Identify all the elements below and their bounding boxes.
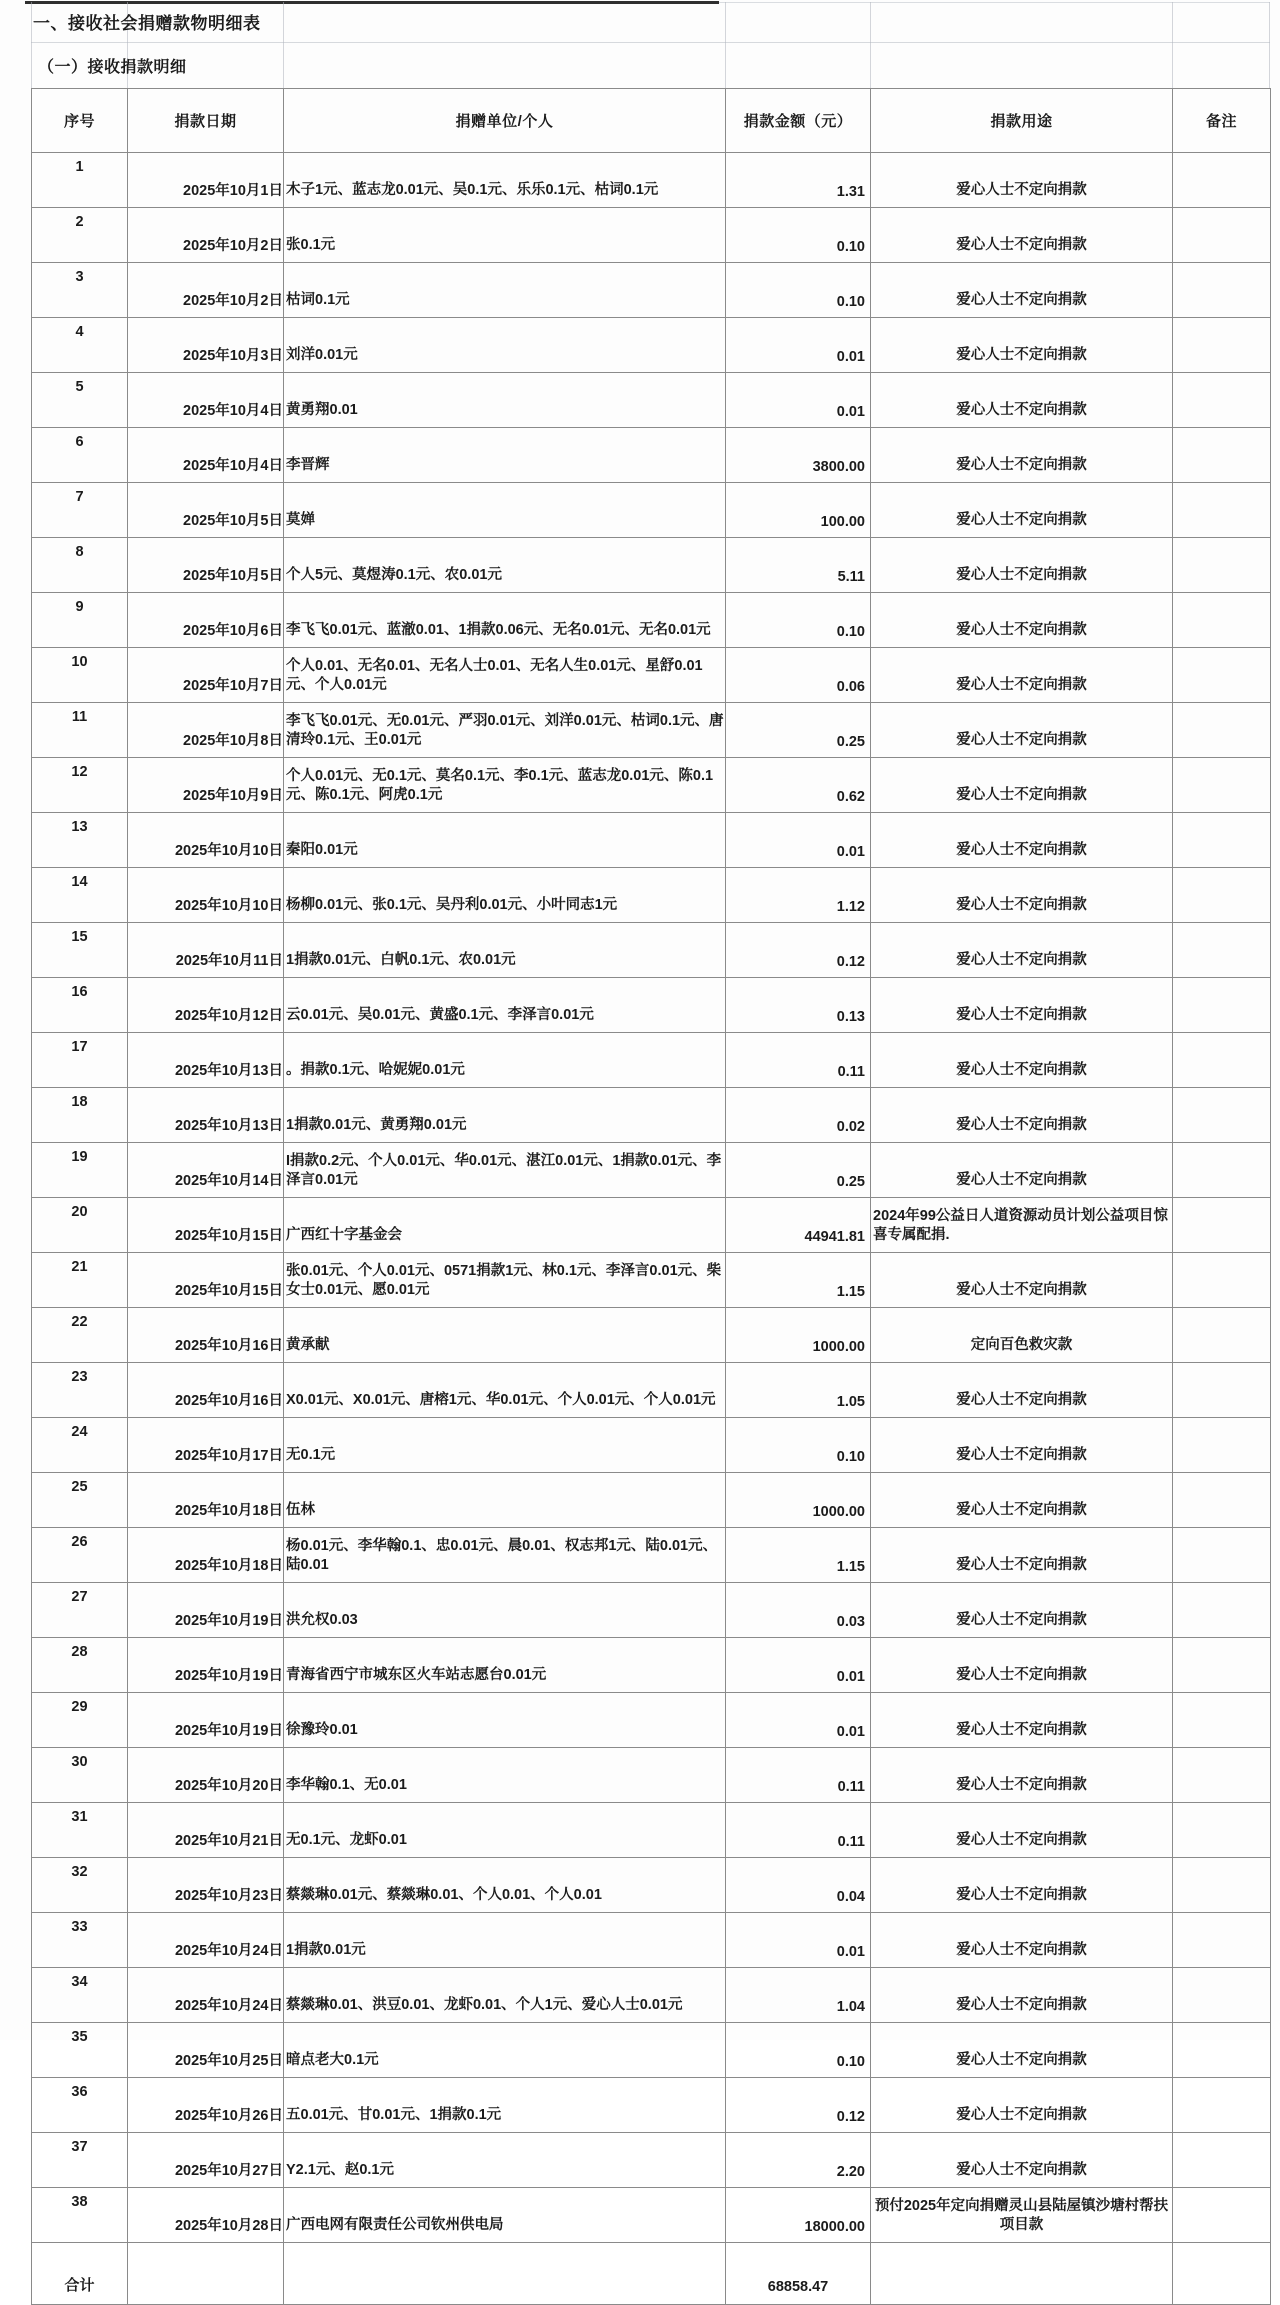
table-row [32,1033,1271,1088]
date-cell: 2025年10月19日 [128,1638,284,1693]
donor-cell: 个人0.01元、无0.1元、莫名0.1元、李0.1元、蓝志龙0.01元、陈0.1元、陈0.1元、阿虎0.1元 [284,758,726,813]
note-cell [1173,2133,1271,2188]
amount-cell: 1.04 [726,1968,871,2023]
seq-cell: 19 [32,1143,128,1198]
purpose-cell: 爱心人士不定向捐款 [871,1583,1173,1638]
purpose-cell: 爱心人士不定向捐款 [871,1363,1173,1418]
title-gridline [31,2,32,88]
purpose-cell: 爱心人士不定向捐款 [871,483,1173,538]
purpose-cell: 爱心人士不定向捐款 [871,2023,1173,2078]
seq-cell: 33 [32,1913,128,1968]
table-row [32,2078,1271,2133]
note-cell [1173,1033,1271,1088]
note-cell [1173,153,1271,208]
date-cell: 2025年10月15日 [128,1198,284,1253]
date-cell: 2025年10月10日 [128,813,284,868]
note-cell [1173,1583,1271,1638]
amount-cell: 0.02 [726,1088,871,1143]
donor-cell: 伍林 [284,1473,726,1528]
purpose-cell: 爱心人士不定向捐款 [871,373,1173,428]
table-row [32,428,1271,483]
note-cell [1173,758,1271,813]
date-cell: 2025年10月28日 [128,2188,284,2243]
date-cell: 2025年10月15日 [128,1253,284,1308]
amount-cell: 0.13 [726,978,871,1033]
table-row [32,1583,1271,1638]
table-row [32,1418,1271,1473]
purpose-cell: 爱心人士不定向捐款 [871,978,1173,1033]
date-cell: 2025年10月16日 [128,1363,284,1418]
table-row [32,1473,1271,1528]
table-row [32,1253,1271,1308]
donor-cell: 秦阳0.01元 [284,813,726,868]
seq-cell: 20 [32,1198,128,1253]
purpose-cell: 爱心人士不定向捐款 [871,1803,1173,1858]
donor-cell: 枯词0.1元 [284,263,726,318]
purpose-cell: 爱心人士不定向捐款 [871,263,1173,318]
seq-cell: 23 [32,1363,128,1418]
table-row [32,208,1271,263]
purpose-cell: 爱心人士不定向捐款 [871,1473,1173,1528]
note-cell [1173,428,1271,483]
seq-cell: 37 [32,2133,128,2188]
donor-cell: 徐豫玲0.01 [284,1693,726,1748]
purpose-cell: 2024年99公益日人道资源动员计划公益项目惊喜专属配捐. [871,1198,1173,1253]
title-gridline [870,2,871,88]
note-cell [1173,2023,1271,2078]
note-cell [1173,978,1271,1033]
note-cell [1173,1968,1271,2023]
seq-cell: 35 [32,2023,128,2078]
note-cell [1173,1803,1271,1858]
purpose-cell: 爱心人士不定向捐款 [871,1033,1173,1088]
note-cell [1173,1528,1271,1583]
donor-cell: 广西电网有限责任公司钦州供电局 [284,2188,726,2243]
date-cell: 2025年10月5日 [128,538,284,593]
amount-cell: 0.10 [726,1418,871,1473]
amount-cell: 0.10 [726,593,871,648]
title-gridline [1172,2,1173,88]
table-row [32,1968,1271,2023]
table-row [32,153,1271,208]
table-row [32,978,1271,1033]
table-row [32,2023,1271,2078]
purpose-cell: 爱心人士不定向捐款 [871,758,1173,813]
date-cell: 2025年10月13日 [128,1033,284,1088]
date-cell: 2025年10月19日 [128,1693,284,1748]
table-header-row [32,89,1271,153]
note-cell [1173,538,1271,593]
title-gridline [725,2,726,88]
amount-cell: 1.12 [726,868,871,923]
title-gridline [31,42,1270,43]
col-header-purpose: 捐款用途 [871,89,1173,153]
note-cell [1173,648,1271,703]
col-header-donor: 捐赠单位/个人 [284,89,726,153]
amount-cell: 0.11 [726,1748,871,1803]
purpose-cell: 爱心人士不定向捐款 [871,1748,1173,1803]
total-label-cell: 合计 [32,2243,128,2305]
date-cell: 2025年10月10日 [128,868,284,923]
date-cell: 2025年10月13日 [128,1088,284,1143]
donor-cell: I捐款0.2元、个人0.01元、华0.01元、湛江0.01元、1捐款0.01元、李泽言0.01元 [284,1143,726,1198]
seq-cell: 14 [32,868,128,923]
note-cell [1173,1253,1271,1308]
seq-cell: 32 [32,1858,128,1913]
donor-cell: 广西红十字基金会 [284,1198,726,1253]
donor-cell: 个人0.01、无名0.01、无名人士0.01、无名人生0.01元、星舒0.01元、个人0.01元 [284,648,726,703]
donor-cell: 洪允权0.03 [284,1583,726,1638]
col-header-note: 备注 [1173,89,1271,153]
note-cell [1173,373,1271,428]
date-cell: 2025年10月14日 [128,1143,284,1198]
purpose-cell: 定向百色救灾款 [871,1308,1173,1363]
date-cell: 2025年10月3日 [128,318,284,373]
note-cell [1173,1198,1271,1253]
section-subtitle: （一）接收捐款明细 [38,59,187,76]
donor-cell: 刘洋0.01元 [284,318,726,373]
donor-cell: 云0.01元、吴0.01元、黄盛0.1元、李泽言0.01元 [284,978,726,1033]
donation-table [31,88,1271,2305]
table-row [32,1528,1271,1583]
seq-cell: 30 [32,1748,128,1803]
note-cell [1173,813,1271,868]
date-cell: 2025年10月11日 [128,923,284,978]
date-cell: 2025年10月9日 [128,758,284,813]
table-row [32,868,1271,923]
date-cell: 2025年10月20日 [128,1748,284,1803]
donor-cell: 李华翰0.1、无0.01 [284,1748,726,1803]
amount-cell: 0.10 [726,208,871,263]
seq-cell: 3 [32,263,128,318]
note-cell [1173,1308,1271,1363]
purpose-cell: 爱心人士不定向捐款 [871,2133,1173,2188]
note-cell [1173,2188,1271,2243]
total-donor-cell [284,2243,726,2305]
table-row [32,1198,1271,1253]
purpose-cell: 爱心人士不定向捐款 [871,868,1173,923]
seq-cell: 25 [32,1473,128,1528]
date-cell: 2025年10月18日 [128,1528,284,1583]
seq-cell: 27 [32,1583,128,1638]
table-row [32,1858,1271,1913]
amount-cell: 0.01 [726,318,871,373]
seq-cell: 34 [32,1968,128,2023]
seq-cell: 26 [32,1528,128,1583]
donor-cell: 暗点老大0.1元 [284,2023,726,2078]
date-cell: 2025年10月7日 [128,648,284,703]
seq-cell: 31 [32,1803,128,1858]
table-row [32,703,1271,758]
donor-cell: 青海省西宁市城东区火车站志愿台0.01元 [284,1638,726,1693]
seq-cell: 2 [32,208,128,263]
seq-cell: 6 [32,428,128,483]
amount-cell: 0.12 [726,923,871,978]
note-cell [1173,1913,1271,1968]
table-row [32,318,1271,373]
donor-cell: Y2.1元、赵0.1元 [284,2133,726,2188]
amount-cell: 0.03 [726,1583,871,1638]
donor-cell: 李飞飞0.01元、无0.01元、严羽0.01元、刘洋0.01元、枯词0.1元、唐清玲0.1元、王0.01元 [284,703,726,758]
note-cell [1173,868,1271,923]
note-cell [1173,593,1271,648]
date-cell: 2025年10月4日 [128,373,284,428]
purpose-cell: 预付2025年定向捐赠灵山县陆屋镇沙塘村帮扶项目款 [871,2188,1173,2243]
seq-cell: 21 [32,1253,128,1308]
date-cell: 2025年10月25日 [128,2023,284,2078]
note-cell [1173,1418,1271,1473]
purpose-cell: 爱心人士不定向捐款 [871,1693,1173,1748]
purpose-cell: 爱心人士不定向捐款 [871,1253,1173,1308]
amount-cell: 0.01 [726,1693,871,1748]
amount-cell: 0.01 [726,1638,871,1693]
note-cell [1173,1858,1271,1913]
total-amount-cell: 68858.47 [726,2243,871,2305]
seq-cell: 17 [32,1033,128,1088]
purpose-cell: 爱心人士不定向捐款 [871,538,1173,593]
note-cell [1173,923,1271,978]
note-cell [1173,1638,1271,1693]
donor-cell: 1捐款0.01元、黄勇翔0.01元 [284,1088,726,1143]
amount-cell: 18000.00 [726,2188,871,2243]
amount-cell: 1.05 [726,1363,871,1418]
amount-cell: 0.12 [726,2078,871,2133]
date-cell: 2025年10月8日 [128,703,284,758]
donor-cell: X0.01元、X0.01元、唐榕1元、华0.01元、个人0.01元、个人0.01元 [284,1363,726,1418]
amount-cell: 0.10 [726,263,871,318]
table-row [32,1308,1271,1363]
date-cell: 2025年10月18日 [128,1473,284,1528]
date-cell: 2025年10月26日 [128,2078,284,2133]
date-cell: 2025年10月19日 [128,1583,284,1638]
table-row [32,593,1271,648]
top-border-light [719,2,1270,3]
seq-cell: 7 [32,483,128,538]
amount-cell: 1.31 [726,153,871,208]
table-row [32,2188,1271,2243]
total-purpose-cell [871,2243,1173,2305]
table-row [32,648,1271,703]
date-cell: 2025年10月12日 [128,978,284,1033]
table-row [32,1088,1271,1143]
donor-cell: 无0.1元、龙虾0.01 [284,1803,726,1858]
donor-cell: 。捐款0.1元、哈妮妮0.01元 [284,1033,726,1088]
date-cell: 2025年10月24日 [128,1968,284,2023]
seq-cell: 16 [32,978,128,1033]
donor-cell: 张0.1元 [284,208,726,263]
amount-cell: 0.11 [726,1803,871,1858]
note-cell [1173,1088,1271,1143]
title-area [0,0,1280,88]
donor-cell: 无0.1元 [284,1418,726,1473]
seq-cell: 4 [32,318,128,373]
amount-cell: 1.15 [726,1253,871,1308]
purpose-cell: 爱心人士不定向捐款 [871,1088,1173,1143]
amount-cell: 0.01 [726,813,871,868]
note-cell [1173,263,1271,318]
seq-cell: 24 [32,1418,128,1473]
seq-cell: 22 [32,1308,128,1363]
amount-cell: 1000.00 [726,1308,871,1363]
page-title: 一、接收社会捐赠款物明细表 [33,14,261,33]
note-cell [1173,1143,1271,1198]
note-cell [1173,208,1271,263]
donor-cell: 蔡燚琳0.01元、蔡燚琳0.01、个人0.01、个人0.01 [284,1858,726,1913]
seq-cell: 13 [32,813,128,868]
donor-cell: 张0.01元、个人0.01元、0571捐款1元、林0.1元、李泽言0.01元、柴女士0.01元、愿0.01元 [284,1253,726,1308]
seq-cell: 12 [32,758,128,813]
date-cell: 2025年10月17日 [128,1418,284,1473]
donor-cell: 个人5元、莫煜涛0.1元、农0.01元 [284,538,726,593]
purpose-cell: 爱心人士不定向捐款 [871,703,1173,758]
col-header-seq: 序号 [32,89,128,153]
donor-cell: 1捐款0.01元 [284,1913,726,1968]
amount-cell: 0.04 [726,1858,871,1913]
donor-cell: 李飞飞0.01元、蓝澈0.01、1捐款0.06元、无名0.01元、无名0.01元 [284,593,726,648]
table-row [32,483,1271,538]
seq-cell: 5 [32,373,128,428]
purpose-cell: 爱心人士不定向捐款 [871,153,1173,208]
purpose-cell: 爱心人士不定向捐款 [871,1968,1173,2023]
donor-cell: 李晋辉 [284,428,726,483]
date-cell: 2025年10月24日 [128,1913,284,1968]
total-note-cell [1173,2243,1271,2305]
donor-cell: 黄承献 [284,1308,726,1363]
amount-cell: 0.25 [726,1143,871,1198]
purpose-cell: 爱心人士不定向捐款 [871,428,1173,483]
note-cell [1173,1363,1271,1418]
date-cell: 2025年10月16日 [128,1308,284,1363]
table-row [32,1693,1271,1748]
title-gridline [1269,2,1270,88]
note-cell [1173,1693,1271,1748]
donor-cell: 蔡燚琳0.01、洪豆0.01、龙虾0.01、个人1元、爱心人士0.01元 [284,1968,726,2023]
table-row [32,758,1271,813]
amount-cell: 1000.00 [726,1473,871,1528]
date-cell: 2025年10月2日 [128,263,284,318]
seq-cell: 11 [32,703,128,758]
purpose-cell: 爱心人士不定向捐款 [871,813,1173,868]
amount-cell: 0.01 [726,373,871,428]
purpose-cell: 爱心人士不定向捐款 [871,1143,1173,1198]
top-border-dark [25,1,719,4]
purpose-cell: 爱心人士不定向捐款 [871,1638,1173,1693]
table-row [32,1913,1271,1968]
amount-cell: 3800.00 [726,428,871,483]
table-row [32,1143,1271,1198]
seq-cell: 36 [32,2078,128,2133]
date-cell: 2025年10月2日 [128,208,284,263]
table-row [32,1748,1271,1803]
purpose-cell: 爱心人士不定向捐款 [871,208,1173,263]
table-row [32,923,1271,978]
purpose-cell: 爱心人士不定向捐款 [871,1418,1173,1473]
purpose-cell: 爱心人士不定向捐款 [871,318,1173,373]
col-header-amount: 捐款金额（元） [726,89,871,153]
table-row [32,1363,1271,1418]
donor-cell: 黄勇翔0.01 [284,373,726,428]
note-cell [1173,1473,1271,1528]
amount-cell: 0.11 [726,1033,871,1088]
purpose-cell: 爱心人士不定向捐款 [871,1858,1173,1913]
amount-cell: 0.25 [726,703,871,758]
date-cell: 2025年10月27日 [128,2133,284,2188]
amount-cell: 1.15 [726,1528,871,1583]
table-row [32,263,1271,318]
purpose-cell: 爱心人士不定向捐款 [871,1913,1173,1968]
total-date-cell [128,2243,284,2305]
amount-cell: 0.10 [726,2023,871,2078]
date-cell: 2025年10月4日 [128,428,284,483]
table-row [32,1638,1271,1693]
seq-cell: 1 [32,153,128,208]
seq-cell: 9 [32,593,128,648]
purpose-cell: 爱心人士不定向捐款 [871,2078,1173,2133]
amount-cell: 0.62 [726,758,871,813]
note-cell [1173,483,1271,538]
date-cell: 2025年10月6日 [128,593,284,648]
seq-cell: 15 [32,923,128,978]
total-row [32,2243,1271,2305]
date-cell: 2025年10月1日 [128,153,284,208]
date-cell: 2025年10月5日 [128,483,284,538]
seq-cell: 10 [32,648,128,703]
donor-cell: 杨0.01元、李华翰0.1、忠0.01元、晨0.01、权志邦1元、陆0.01元、陆0.01 [284,1528,726,1583]
amount-cell: 0.06 [726,648,871,703]
note-cell [1173,1748,1271,1803]
amount-cell: 0.01 [726,1913,871,1968]
note-cell [1173,703,1271,758]
table-row [32,2133,1271,2188]
table-row [32,373,1271,428]
date-cell: 2025年10月23日 [128,1858,284,1913]
seq-cell: 28 [32,1638,128,1693]
donor-cell: 木子1元、蓝志龙0.01元、吴0.1元、乐乐0.1元、枯词0.1元 [284,153,726,208]
table-row [32,1803,1271,1858]
seq-cell: 8 [32,538,128,593]
purpose-cell: 爱心人士不定向捐款 [871,593,1173,648]
table-row [32,538,1271,593]
donor-cell: 五0.01元、甘0.01元、1捐款0.1元 [284,2078,726,2133]
col-header-date: 捐款日期 [128,89,284,153]
amount-cell: 2.20 [726,2133,871,2188]
table-row [32,813,1271,868]
donor-cell: 杨柳0.01元、张0.1元、吴丹利0.01元、小叶同志1元 [284,868,726,923]
purpose-cell: 爱心人士不定向捐款 [871,648,1173,703]
amount-cell: 5.11 [726,538,871,593]
donor-cell: 1捐款0.01元、白帆0.1元、农0.01元 [284,923,726,978]
purpose-cell: 爱心人士不定向捐款 [871,1528,1173,1583]
seq-cell: 29 [32,1693,128,1748]
note-cell [1173,318,1271,373]
amount-cell: 44941.81 [726,1198,871,1253]
seq-cell: 18 [32,1088,128,1143]
amount-cell: 100.00 [726,483,871,538]
donor-cell: 莫婵 [284,483,726,538]
note-cell [1173,2078,1271,2133]
purpose-cell: 爱心人士不定向捐款 [871,923,1173,978]
date-cell: 2025年10月21日 [128,1803,284,1858]
title-gridline [283,2,284,88]
seq-cell: 38 [32,2188,128,2243]
